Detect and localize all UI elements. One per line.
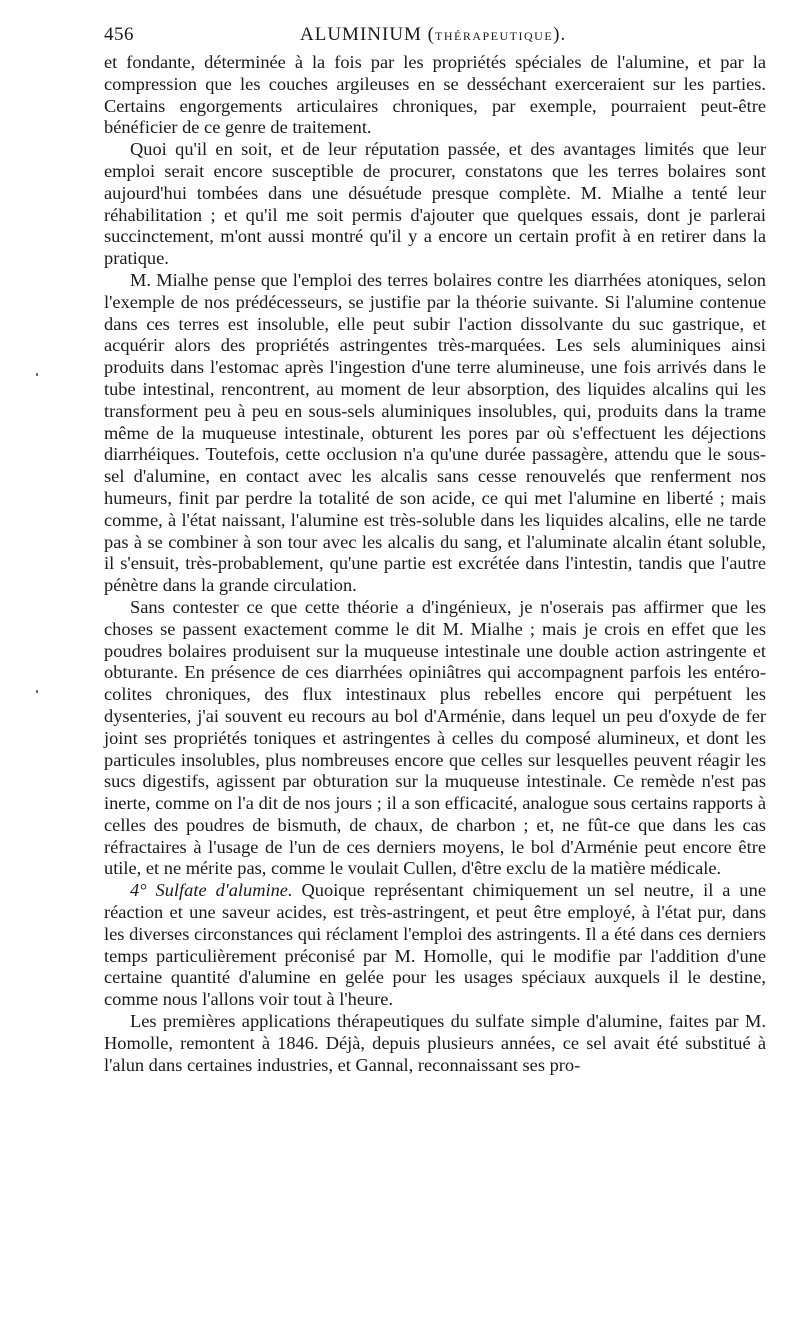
running-title-subtitle: THÉRAPEUTIQUE xyxy=(435,29,554,43)
paragraph: Quoi qu'il en soit, et de leur réputation passée, et des avantages limités que leur emploi serait encore susceptible de procurer, constatons que les terres bolaires sont aujourd'hui tombées dans une désuétude presque complète. M. Mialhe a tenté leur réhabilitation ; et qu'il me soit permis d'ajouter que quelques essais, dont je parlerai succinctement, m'ont aussi montré qu'il y a encore un certain profit à en retirer dans la pratique. xyxy=(104,139,766,269)
book-page xyxy=(104,22,766,1076)
paragraph: M. Mialhe pense que l'emploi des terres bolaires contre les diarrhées atoniques, selon l'exemple de nos prédécesseurs, se justifie par la théorie suivante. Si l'alumine contenue dans ces terres est insoluble, elle peut subir l'action dissolvante du suc gastrique, et acquérir alors des propriétés astringentes très-marquées. Les sels aluminiques ainsi produits dans l'estomac après l'ingestion d'une terre alumineuse, une fois arrivés dans le tube intestinal, rencontrent, au moment de leur absorption, des liquides alcalins qui les transforment peu à peu en sous-sels aluminiques insolubles, qui, produits dans la trame même de la muqueuse intestinale, obturent les pores par où s'effectuent les déjections diarrhéiques. Toutefois, cette occlusion n'a qu'une durée passagère, attendu que le sous-sel d'alumine, en contact avec les alcalis sans cesse renouvelés que renferment nos humeurs, finit par perdre la totalité de son acide, ce qui met l'alumine en liberté ; mais comme, à l'état naissant, l'alumine est très-soluble dans les liquides alcalins, elle ne tarde pas à se combiner à son tour avec les alcalis du sang, et l'aluminate alcalin étant soluble, il s'ensuit, très-probablement, qu'une partie est excrétée dans l'intestin, tandis que l'autre pénètre dans la grande circulation. xyxy=(104,269,766,596)
page-number: 456 xyxy=(104,24,134,45)
running-header xyxy=(104,22,766,52)
paragraph: et fondante, déterminée à la fois par les propriétés spéciales de l'alumine, et par la compression que les couches argileuses en se desséchant exerceraient sur les parties. Certains engorgements articulaires chroniques, par exemple, pourraient peut-être bénéficier de ce genre de traitement. xyxy=(104,52,766,138)
section-number: 4° xyxy=(130,880,147,901)
paragraph: Les premières applications thérapeutiques du sulfate simple d'alumine, faites par M. Homolle, remontent à 1846. Déjà, depuis plusieurs années, ce sel avait été substitué à l'alun dans certaines industries, et Gannal, reconnaissant ses pro- xyxy=(104,1011,766,1075)
section-text: Quoique représentant chimiquement un sel neutre, il a une réaction et une saveur acides, est très-astringent, et peut être employé, à l'état pur, dans les diverses circonstances qui réclament l'emploi des astringents. Il a été dans ces derniers temps particulièrement préconisé par M. Homolle, qui le modifie par l'addition d'une certaine quantité d'alumine en gelée pour les usages spéciaux auxquels il le destine, comme nous l'allons voir tout à l'heure. xyxy=(104,880,766,1010)
section-heading: Sulfate d'alumine. xyxy=(155,880,293,901)
body-text xyxy=(104,52,766,1076)
running-title-main: ALUMINIUM ( xyxy=(300,24,436,45)
running-title xyxy=(300,24,566,46)
paragraph: Sans contester ce que cette théorie a d'ingénieux, je n'oserais pas affirmer que les choses se passent exactement comme le dit M. Mialhe ; mais je crois en effet que les poudres bolaires produisent sur la muqueuse intestinale une double action astringente et obturante. En présence de ces diarrhées opiniâtres qui accompagnent parfois les entéro-colites chroniques, des flux intestinaux plus rebelles encore qui perpétuent les dysenteries, j'ai souvent eu recours au bol d'Arménie, dans lequel un peu d'oxyde de fer joint ses propriétés toniques et astringentes à celles du composé alumineux, et dont les particules insolubles, plus nombreuses encore que celles sur lesquelles peuvent réagir les sucs digestifs, agissent par obturation sur la muqueuse intestinale. Ce remède n'est pas inerte, comme on l'a dit de nos jours ; il a son efficacité, analogue sous certains rapports à celles des poudres de bismuth, de chaux, de charbon ; et, ne fût-ce que dans les cas réfractaires à l'usage de l'un de ces derniers moyens, le bol d'Arménie peut encore être utile, et ne mérite pas, comme le voulait Cullen, d'être exclu de la matière médicale. xyxy=(104,596,766,879)
section-paragraph-sulfate xyxy=(104,880,766,1011)
running-title-end: ). xyxy=(553,24,567,45)
margin-speck xyxy=(36,373,38,376)
margin-speck xyxy=(36,690,38,693)
